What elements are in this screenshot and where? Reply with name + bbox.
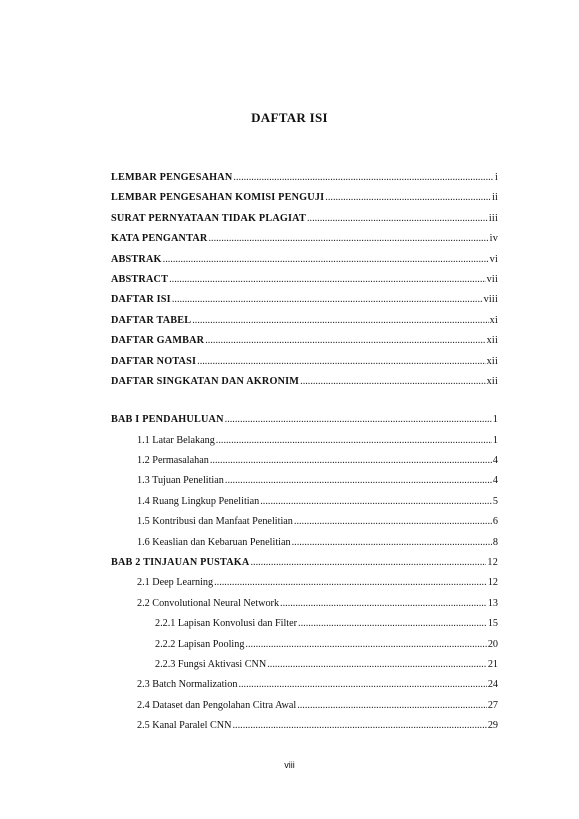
dot-leader [214, 577, 487, 588]
toc-entry-label: DAFTAR NOTASI [111, 355, 197, 367]
toc-entry-page: 24 [487, 679, 498, 691]
toc-entry-page: xii [486, 375, 498, 387]
toc-entry-label: DAFTAR GAMBAR [111, 335, 205, 347]
toc-entry[interactable] [111, 356, 498, 376]
toc-entry[interactable] [111, 213, 498, 233]
toc-entry-label: ABSTRACT [111, 273, 169, 285]
toc-entry-page: 12 [487, 557, 498, 569]
toc-entry[interactable] [111, 475, 498, 495]
dot-leader [294, 516, 492, 527]
toc-entry-page: 4 [492, 475, 498, 487]
toc-entry-page: xi [489, 314, 498, 326]
toc-entry-label: 2.2.1 Lapisan Konvolusi dan Filter [155, 618, 298, 630]
toc-entry-label: 1.6 Keaslian dan Kebaruan Penelitian [137, 536, 291, 548]
toc-entry-label: 2.3 Batch Normalization [137, 679, 238, 691]
dot-leader [233, 172, 494, 183]
toc-entry-page: 6 [492, 516, 498, 528]
toc-entry-page: 29 [487, 720, 498, 732]
toc-entry-page: 15 [487, 618, 498, 630]
toc-entry[interactable] [111, 659, 498, 679]
dot-leader [205, 335, 485, 346]
dot-leader [260, 496, 492, 507]
toc-entry[interactable] [111, 294, 498, 314]
dot-leader [216, 435, 492, 446]
toc-entry-page: vii [486, 273, 498, 285]
toc-entry-page: 1 [492, 414, 498, 426]
dot-leader [250, 557, 486, 568]
dot-leader [307, 213, 488, 224]
toc-entry-label: 1.2 Permasalahan [137, 455, 209, 467]
toc-entry-page: xii [486, 355, 498, 367]
toc-entry[interactable] [111, 496, 498, 516]
toc-entry-label: DAFTAR SINGKATAN DAN AKRONIM [111, 375, 300, 387]
toc-entry[interactable] [111, 233, 498, 253]
toc-entry[interactable] [111, 618, 498, 638]
toc-entry-page: 21 [487, 658, 498, 670]
toc-entry-label: 1.3 Tujuan Penelitian [137, 475, 224, 487]
toc-entry-page: 27 [487, 699, 498, 711]
toc-entry-page: 5 [492, 495, 498, 507]
toc-entry[interactable] [111, 192, 498, 212]
toc-entry[interactable] [111, 639, 498, 659]
toc-entry-label: LEMBAR PENGESAHAN [111, 172, 233, 183]
toc-entry-label: 2.2.3 Fungsi Aktivasi CNN [155, 658, 267, 670]
dot-leader [163, 254, 489, 265]
toc-entry[interactable] [111, 537, 498, 557]
toc-entry[interactable] [111, 315, 498, 335]
toc-entry-page: 20 [487, 638, 498, 650]
toc-entry-label: DAFTAR ISI [111, 294, 171, 306]
dot-leader [225, 475, 492, 486]
toc-entry[interactable] [111, 679, 498, 699]
dot-leader [197, 356, 485, 367]
toc-entry-page: iii [488, 212, 498, 224]
dot-leader [172, 294, 483, 305]
toc-entry[interactable] [111, 455, 498, 475]
dot-leader [245, 639, 486, 650]
toc-entry[interactable] [111, 435, 498, 455]
dot-leader [192, 315, 488, 326]
page-number: viii [284, 760, 295, 770]
dot-leader [280, 598, 487, 609]
toc-entry-page: xii [486, 335, 498, 347]
dot-leader [325, 192, 491, 203]
toc-entry-label: 2.5 Kanal Paralel CNN [137, 720, 232, 732]
toc-entry[interactable] [111, 254, 498, 274]
page-title: DAFTAR ISI [251, 110, 328, 125]
toc-entry-page: 13 [487, 597, 498, 609]
toc-entry-label: 2.2.2 Lapisan Pooling [155, 638, 245, 650]
toc-entry-page: 1 [492, 434, 498, 446]
toc-entry-page: iv [489, 233, 498, 245]
dot-leader [233, 720, 487, 731]
toc-entry[interactable] [111, 274, 498, 294]
dot-leader [238, 679, 486, 690]
toc-entry-label: BAB 2 TINJAUAN PUSTAKA [111, 557, 250, 569]
dot-leader [208, 233, 488, 244]
dot-leader [267, 659, 487, 670]
toc-entry[interactable] [111, 335, 498, 355]
dot-leader [169, 274, 486, 285]
dot-leader [210, 455, 492, 466]
toc-entry-page: 4 [492, 455, 498, 467]
dot-leader [298, 618, 487, 629]
toc-entry-label: DAFTAR TABEL [111, 314, 192, 326]
toc-entry[interactable] [111, 700, 498, 720]
toc-group-gap [111, 396, 498, 414]
toc-entry[interactable] [111, 720, 498, 740]
dot-leader [300, 376, 486, 387]
toc-entry-label: 1.4 Ruang Lingkup Penelitian [137, 495, 260, 507]
toc-entry[interactable] [111, 516, 498, 536]
toc-entry-page: 8 [492, 536, 498, 548]
toc-entry-page: 12 [487, 577, 498, 589]
toc-entry[interactable] [111, 376, 498, 396]
toc-entry-label: ABSTRAK [111, 253, 162, 265]
toc-entry[interactable] [111, 557, 498, 577]
toc-entry-page: ii [491, 192, 498, 204]
dot-leader [292, 537, 492, 548]
toc-entry-page: vi [489, 253, 498, 265]
toc-entry[interactable] [111, 414, 498, 434]
toc-entry-page: i [494, 172, 498, 183]
toc-entry-label: 1.5 Kontribusi dan Manfaat Penelitian [137, 516, 293, 528]
toc-entry[interactable] [111, 598, 498, 618]
toc-entry-label: LEMBAR PENGESAHAN KOMISI PENGUJI [111, 192, 325, 204]
table-of-contents [111, 172, 498, 741]
toc-entry[interactable] [111, 577, 498, 597]
toc-entry-label: BAB I PENDAHULUAN [111, 414, 224, 426]
toc-entry-label: KATA PENGANTAR [111, 233, 208, 245]
toc-entry-label: 2.2 Convolutional Neural Network [137, 597, 280, 609]
toc-entry-label: 2.4 Dataset dan Pengolahan Citra Awal [137, 699, 297, 711]
toc-entry-label: 2.1 Deep Learning [137, 577, 214, 589]
dot-leader [225, 414, 492, 425]
toc-entry[interactable] [111, 172, 498, 192]
toc-entry-label: SURAT PERNYATAAN TIDAK PLAGIAT [111, 212, 306, 224]
dot-leader [297, 700, 487, 711]
toc-entry-page: viii [483, 294, 498, 306]
toc-entry-label: 1.1 Latar Belakang [137, 434, 215, 446]
